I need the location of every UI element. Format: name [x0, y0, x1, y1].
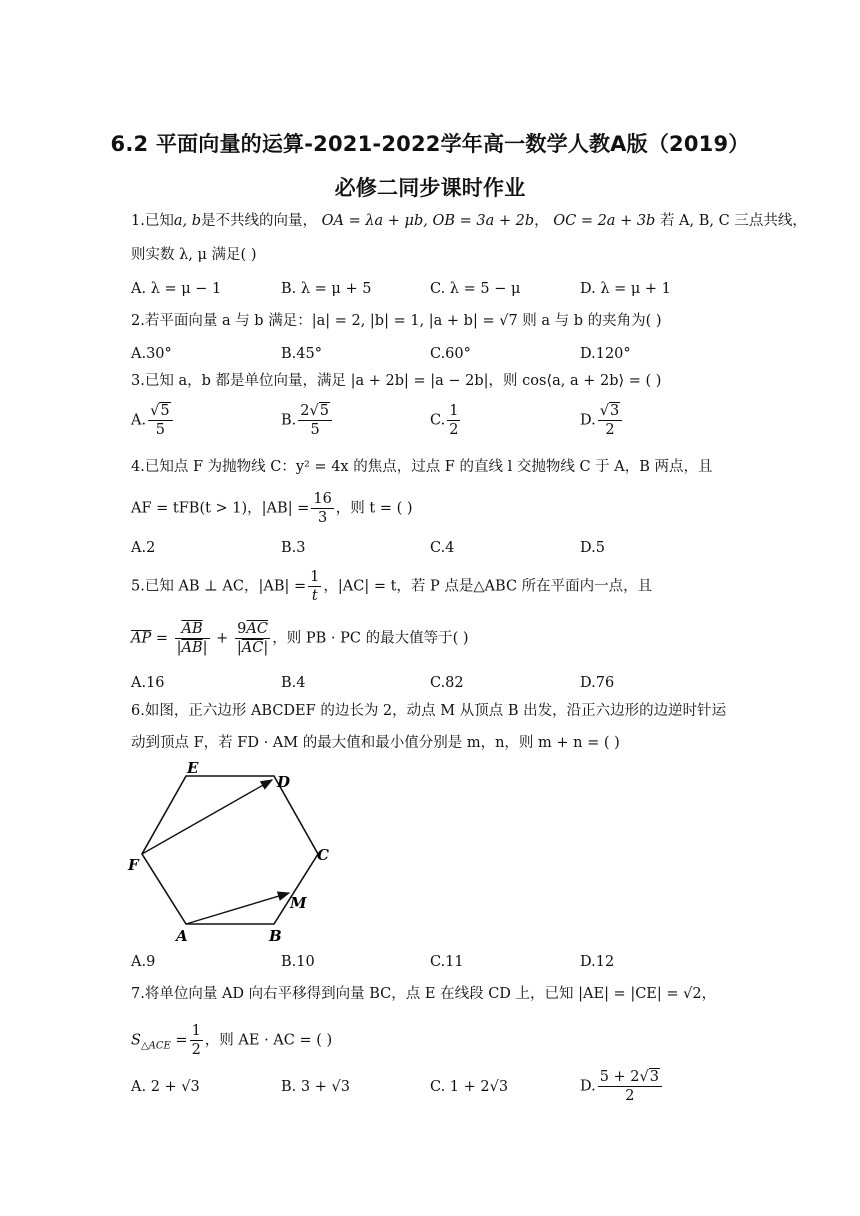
q5-fraction-9ac: $\frac{9\overline{AC}}{|\overline{AC}|}$ — [236, 621, 269, 656]
q5-option-a: A.16 — [131, 675, 165, 691]
q6-option-a: A.9 — [131, 954, 156, 970]
q5-option-b: B.4 — [281, 675, 306, 691]
q2-option-c: C.60° — [430, 346, 471, 362]
q5-stem-2b: ，则 PB · PC 的最大值等于( ) — [272, 630, 469, 647]
q6-stem-line-1: 6.如图，正六边形 ABCDEF 的边长为 2，动点 M 从顶点 B 出发，沿正六边形的边逆时针运 — [131, 703, 727, 719]
q4-fraction-16-3: $\frac{16}{3}$ — [313, 491, 332, 526]
q3-option-d — [580, 402, 624, 439]
q7-option-b: B. 3 + √3 — [281, 1079, 350, 1095]
q4-option-d: D.5 — [580, 540, 605, 556]
q6-option-d: D.12 — [580, 954, 615, 970]
label-m: M — [290, 894, 307, 912]
q1-option-b: B. λ = μ + 5 — [281, 281, 372, 297]
q1-stem-line-1: 1.已知a, b是不共线的向量， OA = λa + μb, OB = 3a + 2b， OC = 2a + 3b 若 A, B, C 三点共线， — [131, 213, 807, 229]
q7-option-d-fraction: $\frac{5 + 2√3}{2}$ — [598, 1068, 662, 1105]
label-a: A — [176, 927, 188, 944]
q7-option-d-label: D. — [580, 1078, 596, 1095]
q3-option-a-fraction: $\frac{√5}{5}$ — [148, 402, 172, 439]
q1-stem-a: 1.已知 — [131, 213, 174, 229]
q7-area-symbol: S — [131, 1032, 141, 1049]
q2-option-d: D.120° — [580, 346, 631, 362]
q5-option-d: D.76 — [580, 675, 615, 691]
q5-option-c: C.82 — [430, 675, 464, 691]
q2-stem: 2.若平面向量 a 与 b 满足：|a| = 2, |b| = 1, |a + b| = √7 则 a 与 b 的夹角为( ) — [131, 313, 662, 329]
label-c: C — [317, 846, 329, 864]
q2-option-a: A.30° — [131, 346, 172, 362]
q2-option-b: B.45° — [281, 346, 322, 362]
q3-option-b-fraction: $\frac{2√5}{5}$ — [298, 402, 332, 439]
q3-option-b-label: B. — [281, 412, 297, 429]
q3-option-d-label: D. — [580, 412, 596, 429]
vector-am-arrow — [186, 893, 289, 924]
q1-stem-c: 若 A, B, C 三点共线， — [659, 213, 807, 229]
q1-eq2: OC = 2a + 3b — [553, 213, 656, 229]
q4-stem-2a: AF = tFB(t > 1)，|AB| = — [131, 500, 310, 517]
q6-option-b: B.10 — [281, 954, 315, 970]
hexagon-figure — [126, 760, 342, 944]
q7-stem-2c: ，则 AE · AC = ( ) — [204, 1032, 333, 1049]
q6-stem-line-2: 动到顶点 F，若 FD · AM 的最大值和最小值分别是 m，n，则 m + n = ( ) — [131, 735, 620, 751]
q7-stem-line-1: 7.将单位向量 AD 向右平移得到向量 BC，点 E 在线段 CD 上，已知 |AE| = |CE| = √2， — [131, 986, 717, 1002]
q1-stem-b: 是不共线的向量， — [201, 213, 317, 229]
label-b: B — [269, 927, 282, 944]
q5-ap-expression: $\overline{AP}$ = — [131, 630, 173, 647]
q3-option-a — [131, 402, 175, 439]
q7-fraction-1-2: $\frac{1}{2}$ — [191, 1023, 201, 1058]
vector-fd-arrow — [142, 780, 272, 854]
label-f: F — [128, 856, 139, 874]
q3-option-a-label: A. — [131, 412, 147, 429]
q5-fraction-ab: $\frac{\overline{AB}}{|\overline{AB}|}$ — [176, 621, 208, 656]
q3-option-d-fraction: $\frac{√3}{2}$ — [598, 402, 622, 439]
q4-option-b: B.3 — [281, 540, 306, 556]
q7-area-subscript: △ACE — [140, 1040, 171, 1052]
doc-title-line-2: 必修二同步课时作业 — [334, 176, 526, 200]
q1-vectors-ab: a, b — [173, 213, 201, 229]
q5-stem-1a: 5.已知 AB ⊥ AC，|AB| = — [131, 578, 307, 595]
q3-option-c-fraction: $\frac{1}{2}$ — [449, 403, 459, 438]
q1-option-c: C. λ = 5 − μ — [430, 281, 521, 297]
q5-stem-line-2: $\overline{AP}$ = $\frac{\overline{AB}}{|\overline{AB}|}$ + $\frac{9\overline{AC}}{|\overline{AC}|}$ ，则 PB · PC 的最大值等于( ) — [131, 621, 469, 656]
q1-eq1: OA = λa + μb, OB = 3a + 2b — [321, 213, 535, 229]
q7-stem-line-2 — [131, 1022, 332, 1059]
q3-option-b — [281, 402, 334, 439]
q1-option-d: D. λ = μ + 1 — [580, 281, 671, 297]
q4-option-c: C.4 — [430, 540, 455, 556]
label-d: D — [277, 773, 291, 791]
q4-option-a: A.2 — [131, 540, 156, 556]
q3-option-c-label: C. — [430, 412, 446, 429]
q5-fraction-1-t: $\frac{1}{t}$ — [310, 569, 320, 604]
q7-option-a: A. 2 + √3 — [131, 1079, 200, 1095]
q1-stem-line-2: 则实数 λ, μ 满足( ) — [131, 247, 257, 263]
q4-stem-line-1: 4.已知点 F 为抛物线 C：y² = 4x 的焦点，过点 F 的直线 l 交抛物线 C 于 A，B 两点，且 — [131, 459, 713, 475]
label-e: E — [187, 760, 199, 777]
q3-option-c — [430, 402, 462, 439]
q4-stem-line-2 — [131, 490, 413, 527]
q6-option-c: C.11 — [430, 954, 464, 970]
q5-stem-line-1 — [131, 568, 652, 605]
doc-title-line-1: 6.2 平面向量的运算-2021-2022学年高一数学人教A版（2019） — [110, 132, 750, 156]
q1-option-a: A. λ = μ − 1 — [131, 281, 222, 297]
q4-stem-2b: ，则 t = ( ) — [335, 500, 413, 517]
q7-equals: = — [175, 1032, 188, 1049]
q7-option-d — [580, 1068, 664, 1105]
q5-stem-1b: ，|AC| = t，若 P 点是△ABC 所在平面内一点，且 — [323, 578, 653, 595]
q3-stem: 3.已知 a，b 都是单位向量，满足 |a + 2b| = |a − 2b|，则 cos⟨a, a + 2b⟩ = ( ) — [131, 373, 662, 389]
q7-option-c: C. 1 + 2√3 — [430, 1079, 509, 1095]
